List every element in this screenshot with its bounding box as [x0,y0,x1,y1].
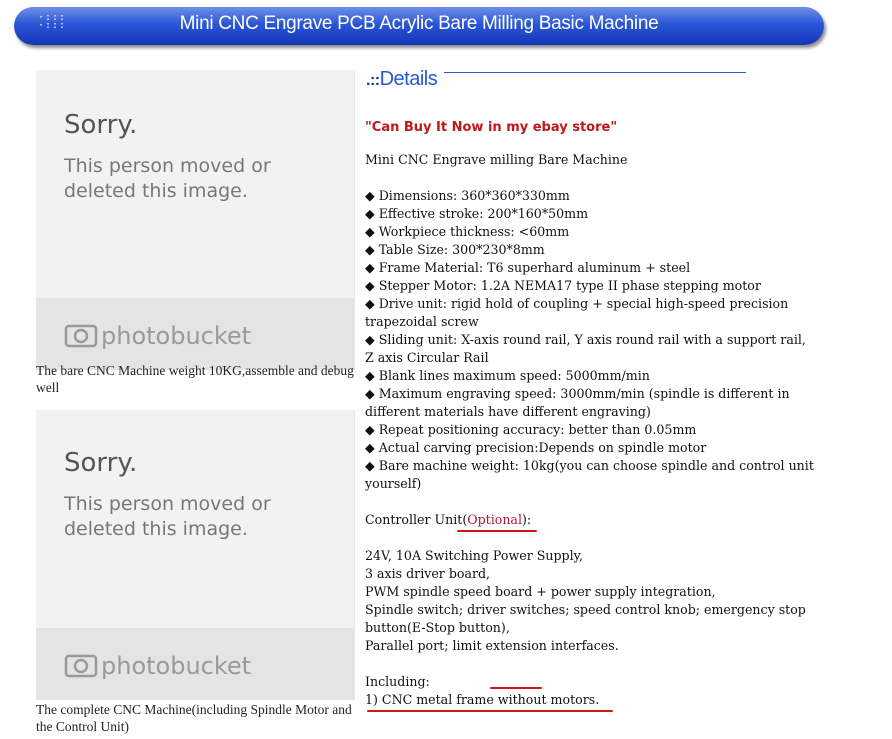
spec-item: ◆ Repeat positioning accuracy: better than 0.05mm [365,422,697,437]
controller-prefix: Controller Unit( [365,512,468,527]
spec-item: ◆ Blank lines maximum speed: 5000mm/min [365,368,650,383]
spec-item: ◆ Actual carving precision:Depends on spindle motor [365,440,707,455]
spec-item: ◆ Workpiece thickness: <60mm [365,224,570,239]
spec-item: ◆ Dimensions: 360*360*330mm [365,188,570,203]
including-underline [367,710,613,712]
details-divider [444,72,746,73]
image-caption-2: The complete CNC Machine(including Spindle Motor and the Control Unit) [36,702,352,734]
controller-item: Spindle switch; driver switches; speed control knob; emergency stop [365,602,806,617]
ebay-store-link[interactable]: "Can Buy It Now in my ebay store" [365,120,618,135]
controller-item-list [365,547,805,655]
spec-item: ◆ Sliding unit: X-axis round rail, Y axis round rail with a support rail, [365,332,806,347]
image-caption-1: The bare CNC Machine weight 10KG,assemble and debug well [36,363,354,395]
spec-item: trapezoidal screw [365,314,479,329]
details-heading [366,68,437,91]
image-sorry-text: Sorry. [64,110,138,140]
spec-item: ◆ Table Size: 300*230*8mm [365,242,545,257]
photobucket-logo-text: photobucket [101,322,252,350]
including-list [365,691,805,709]
spec-item: Z axis Circular Rail [365,350,489,365]
spec-item: ◆ Effective stroke: 200*160*50mm [365,206,589,221]
spec-list [365,187,814,493]
product-name: Mini CNC Engrave milling Bare Machine [365,152,628,167]
spec-item: different materials have different engraving) [365,404,651,419]
camera-icon [64,653,98,679]
controller-item: 24V, 10A Switching Power Supply, [365,548,584,563]
spec-item: ◆ Drive unit: rigid hold of coupling + special high-speed precision [365,296,789,311]
including-item: 1) CNC metal frame without motors. [365,692,600,707]
spec-item: ◆ Bare machine weight: 10kg(you can choose spindle and control unit [365,458,814,473]
product-image-2 [36,410,355,700]
controller-heading [365,511,805,529]
controller-suffix: ): [521,512,532,527]
image-missing-message: This person moved or deleted this image. [64,155,271,202]
controller-item: PWM spindle speed board + power supply integration, [365,584,716,599]
optional-underline [457,530,537,532]
details-heading-text: Details [379,68,438,90]
photobucket-logo [64,322,251,350]
including-label: Including: [365,674,430,689]
spec-item: ◆ Frame Material: T6 superhard aluminum + steel [365,260,691,275]
grid-dots-icon: ·::: ·::: [38,12,67,31]
without-overline [490,687,542,689]
image-sorry-text: Sorry. [64,448,138,478]
details-dots-icon: .:: [366,72,380,89]
page-title: Mini CNC Engrave PCB Acrylic Bare Milling Basic Machine [179,13,659,34]
product-image-1 [36,70,355,370]
image-missing-message: This person moved or deleted this image. [64,493,271,540]
title-bar [14,7,824,45]
photobucket-logo [64,652,251,680]
controller-item: Parallel port; limit extension interfaces. [365,638,619,653]
photobucket-logo-text: photobucket [101,652,252,680]
optional-label: Optional [467,512,522,527]
camera-icon [64,323,98,349]
controller-item: button(E-Stop button), [365,620,510,635]
spec-item: ◆ Stepper Motor: 1.2A NEMA17 type II phase stepping motor [365,278,761,293]
spec-item: ◆ Maximum engraving speed: 3000mm/min (spindle is different in [365,386,790,401]
spec-item: yourself) [365,476,422,491]
controller-item: 3 axis driver board, [365,566,491,581]
